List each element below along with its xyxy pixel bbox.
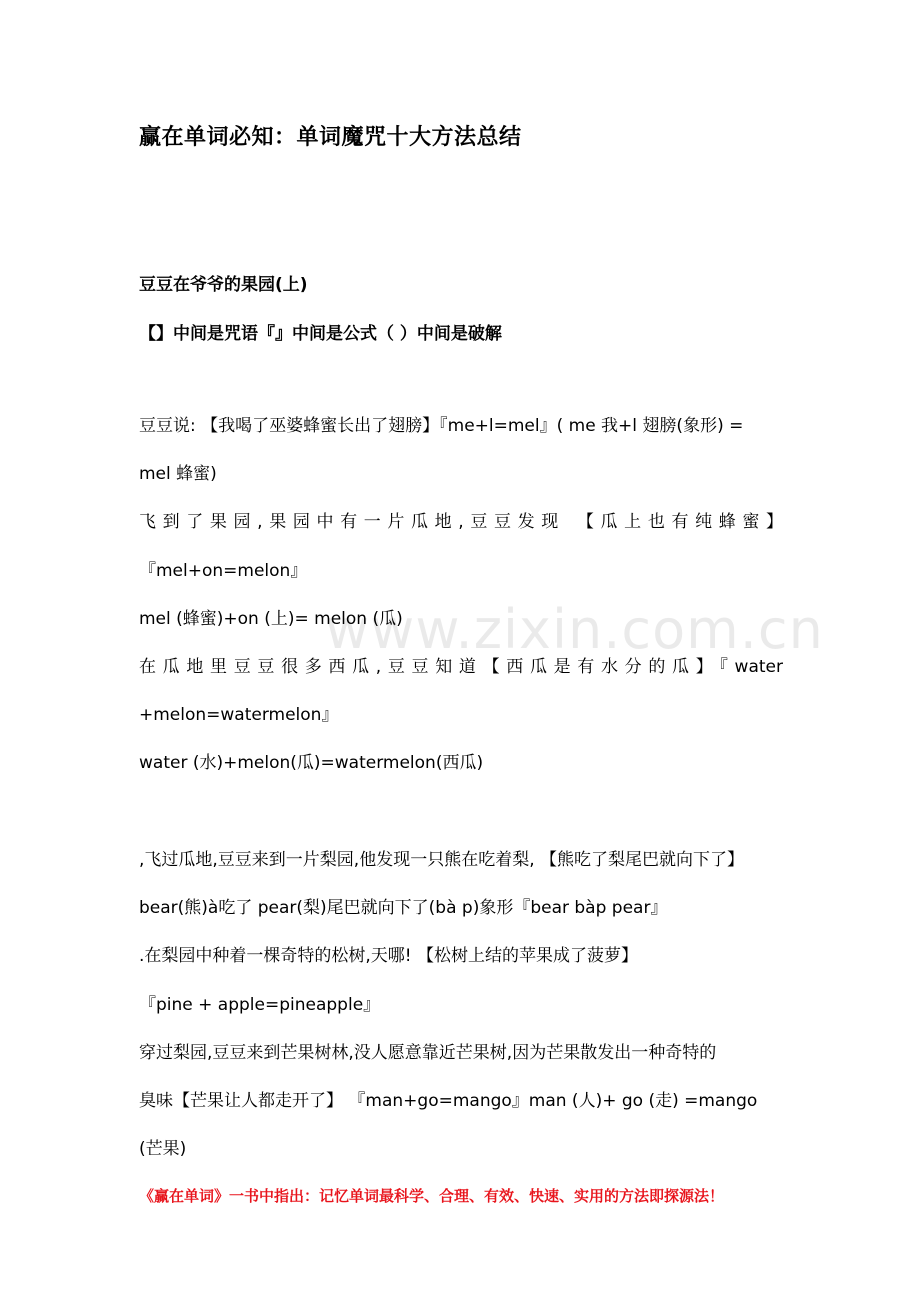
body-line: 臭味【芒果让人都走开了】 『man+go=mango』man (人)+ go (走) =mango xyxy=(139,1091,758,1111)
body-line: 『pine + apple=pineapple』 xyxy=(139,995,381,1015)
watermark: www.zixin.com.cn xyxy=(325,598,824,661)
body-line: bear(熊)à吃了 pear(梨)尾巴就向下了(bà p)象形『bear bàp pear』 xyxy=(139,898,668,918)
body-line: 豆豆说: 【我喝了巫婆蜂蜜长出了翅膀】『me+l=mel』( me 我+l 翅膀(象形) = xyxy=(139,416,744,436)
body-line: 飞到了果园,果园中有一片瓜地,豆豆发现 【瓜上也有纯蜂蜜】 xyxy=(139,512,783,532)
document-title: 赢在单词必知：单词魔咒十大方法总结 xyxy=(139,125,522,150)
body-line: 『mel+on=melon』 xyxy=(139,561,308,581)
body-line: 在瓜地里豆豆很多西瓜,豆豆知道【西瓜是有水分的瓜】『water xyxy=(139,657,783,677)
body-line: water (水)+melon(瓜)=watermelon(西瓜) xyxy=(139,753,484,773)
body-line: .在梨园中种着一棵奇特的松树,天哪! 【松树上结的苹果成了菠萝】 xyxy=(139,946,639,966)
notation-legend: 【】中间是咒语『』中间是公式（ ）中间是破解 xyxy=(139,324,502,344)
footer-note: 《赢在单词》一书中指出：记忆单词最科学、合理、有效、快速、实用的方法即探源法！ xyxy=(139,1187,725,1205)
body-line: (芒果) xyxy=(139,1139,187,1159)
body-line: ,飞过瓜地,豆豆来到一片梨园,他发现一只熊在吃着梨, 【熊吃了梨尾巴就向下了】 xyxy=(139,850,745,870)
body-line: mel 蜂蜜) xyxy=(139,464,217,484)
body-line: 穿过梨园,豆豆来到芒果树林,没人愿意靠近芒果树,因为芒果散发出一种奇特的 xyxy=(139,1043,717,1063)
body-line: mel (蜂蜜)+on (上)= melon (瓜) xyxy=(139,609,403,629)
body-line: +melon=watermelon』 xyxy=(139,705,339,725)
section-heading: 豆豆在爷爷的果园(上) xyxy=(139,275,308,295)
